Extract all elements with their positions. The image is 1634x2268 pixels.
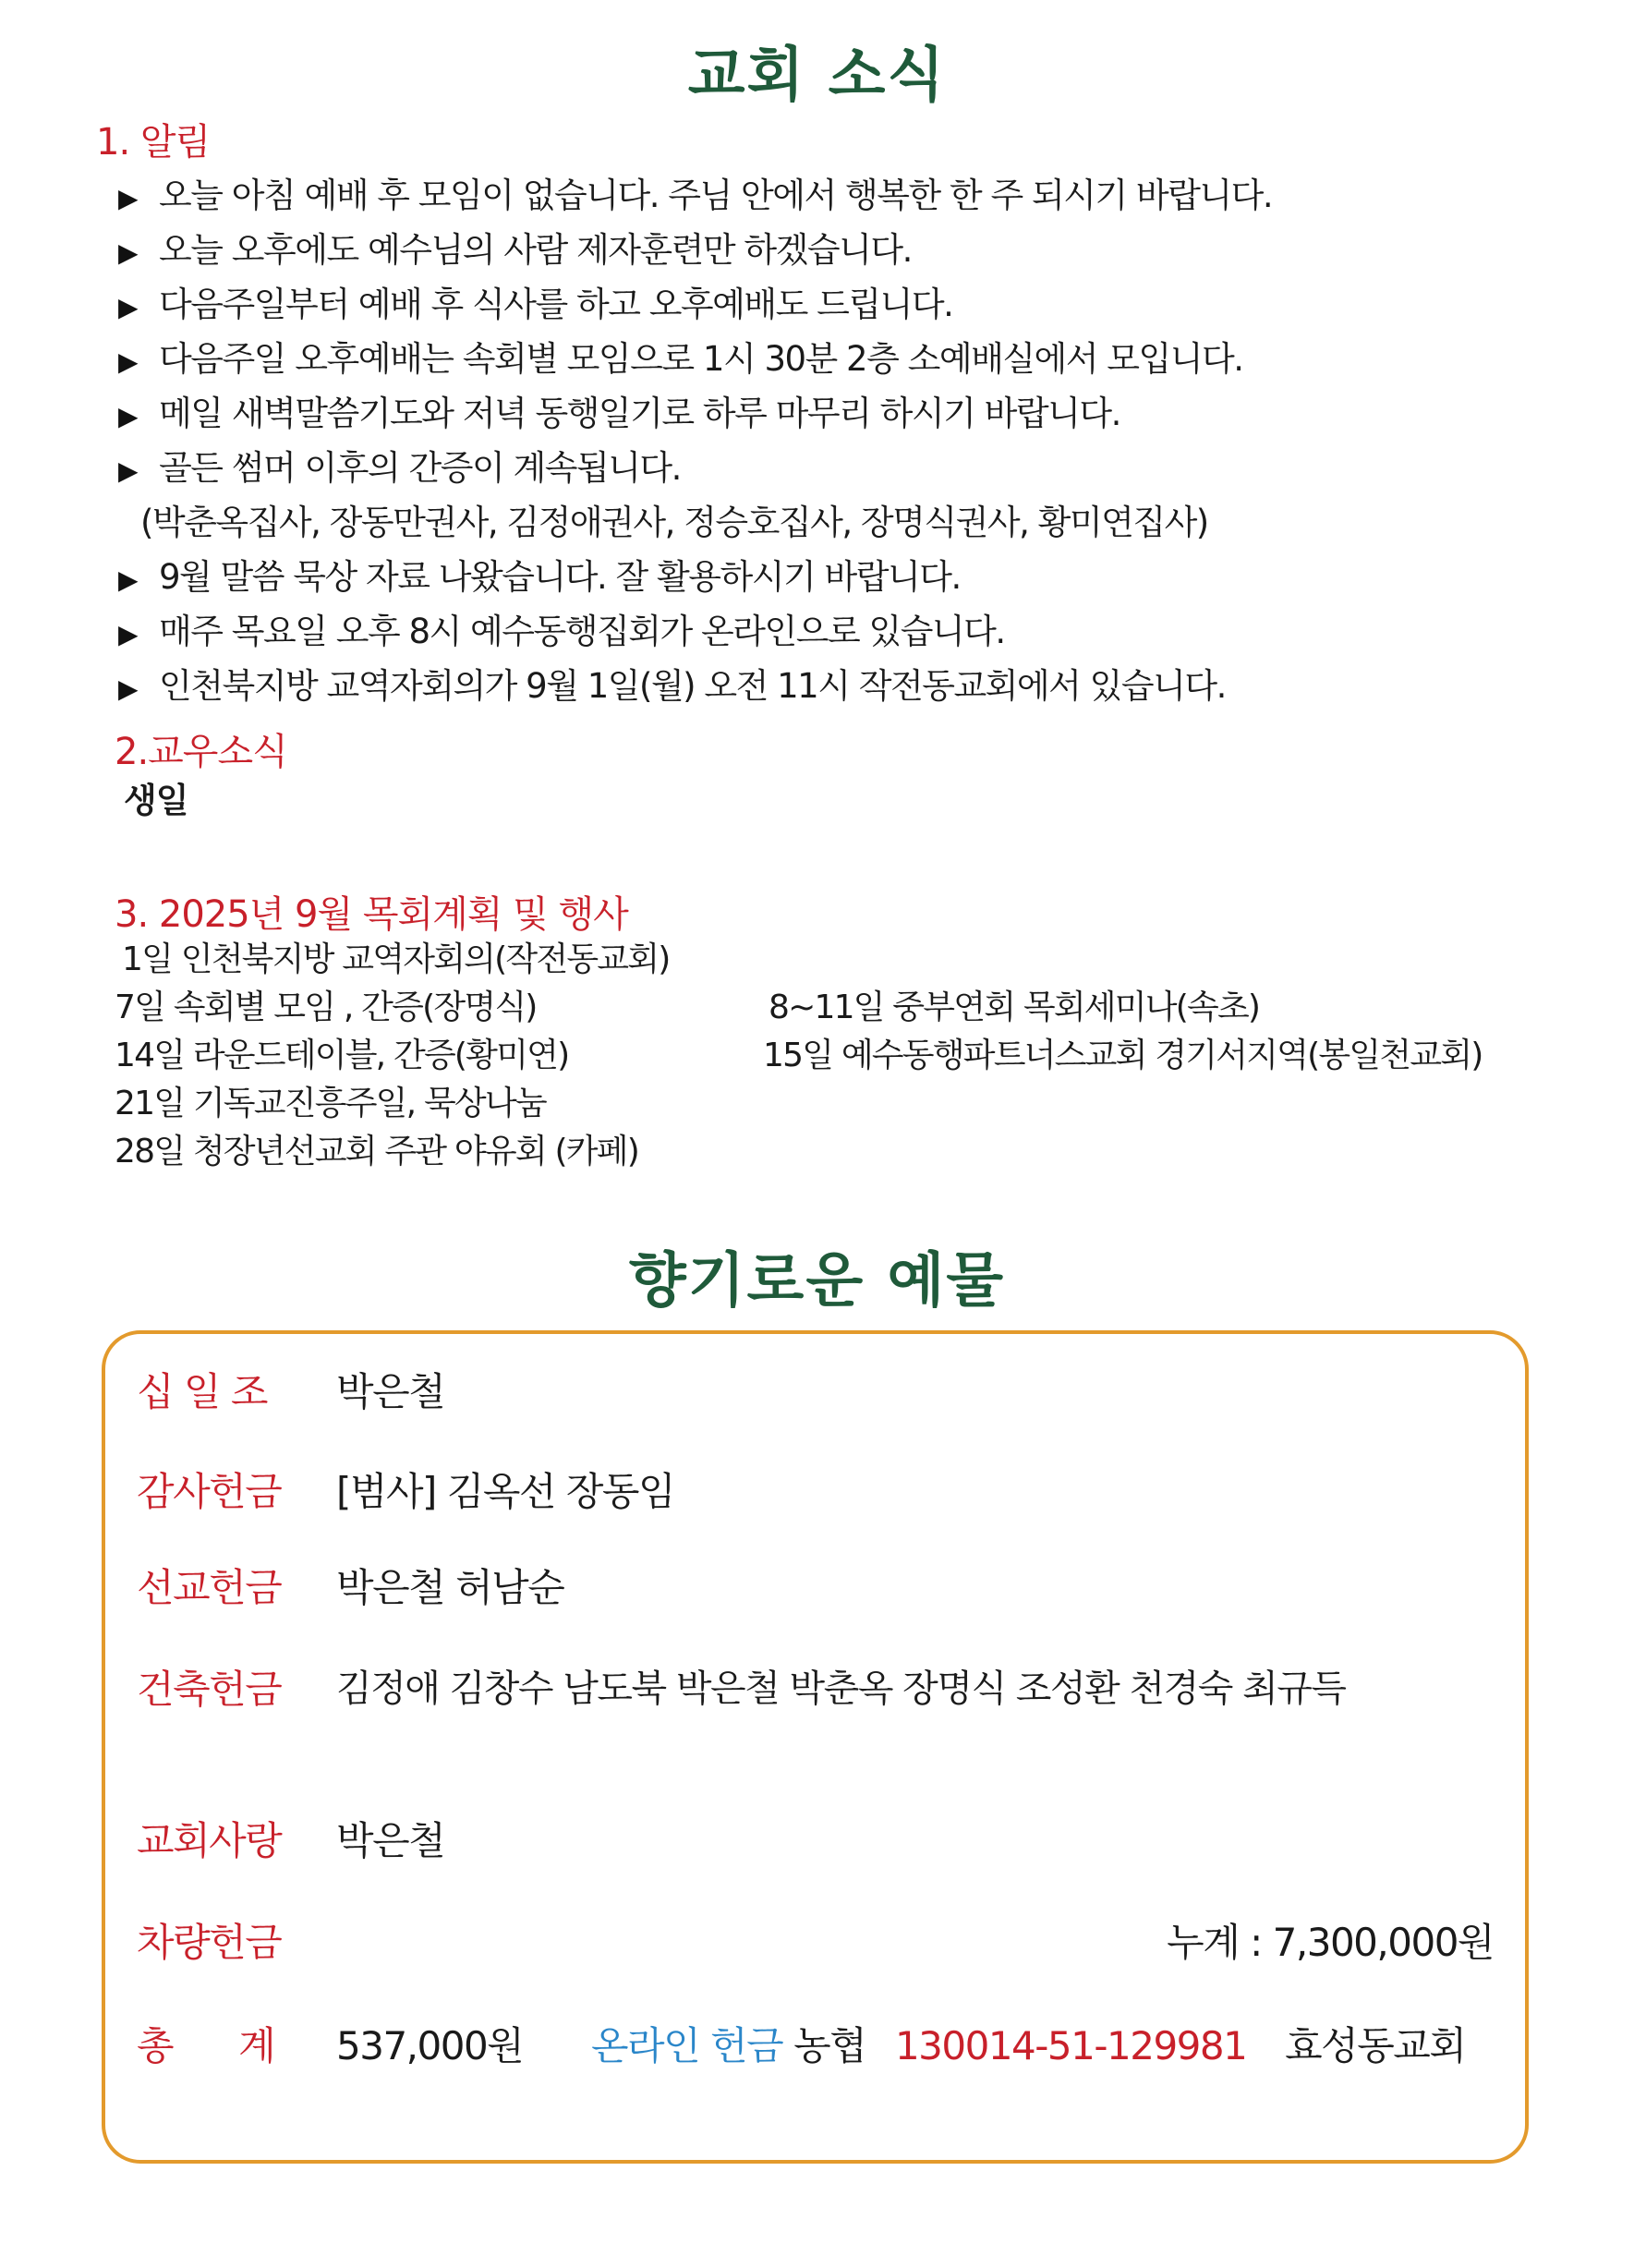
account-holder: 효성동교회 xyxy=(1285,2023,1466,2068)
announcement-item: ▶ 인천북지방 교역자회의가 9월 1일(월) 오전 11시 작전동교회에서 있습니다. xyxy=(118,662,1272,717)
announcement-item: ▶ 매주 목요일 오후 8시 예수동행집회가 온라인으로 있습니다. xyxy=(118,608,1272,662)
arrow-bullet-icon: ▶ xyxy=(118,346,138,377)
bank-name: 농협 xyxy=(793,2023,866,2068)
announcement-item: ▶ 다음주일부터 예배 후 식사를 하고 오후예배도 드립니다. xyxy=(118,281,1272,335)
announcements-heading: 1. 알림 xyxy=(96,121,211,164)
offering-label: 총 계 xyxy=(137,2023,275,2068)
announcement-item: ▶ 골든 썸머 이후의 간증이 계속됩니다. xyxy=(118,444,1272,499)
arrow-bullet-icon: ▶ xyxy=(118,455,138,486)
arrow-bullet-icon: ▶ xyxy=(118,401,138,431)
arrow-bullet-icon: ▶ xyxy=(118,564,138,595)
account-number: 130014-51-129981 xyxy=(894,2023,1247,2068)
offering-box xyxy=(102,1330,1529,2164)
plan-line: 14일 라운드테이블, 간증(황미연) xyxy=(115,1037,569,1074)
offering-label: 감사헌금 xyxy=(137,1469,282,1514)
total-amount: 537,000원 xyxy=(336,2023,524,2068)
birthday-label: 생일 xyxy=(124,781,188,820)
online-offering-label: 온라인 헌금 xyxy=(590,2023,783,2068)
plan-line: 28일 청장년선교회 주관 야유회 (카페) xyxy=(115,1133,638,1170)
arrow-bullet-icon: ▶ xyxy=(118,619,138,649)
september-plan-heading: 3. 2025년 9월 목회계획 및 행사 xyxy=(115,893,628,936)
offering-title: 향기로운 예물 xyxy=(628,1247,1006,1316)
announcement-subline: (박춘옥집사, 장동만권사, 김정애권사, 정승호집사, 장명식권사, 황미연집사) xyxy=(140,503,1208,542)
members-news-heading: 2.교우소식 xyxy=(115,731,287,773)
plan-line: 8~11일 중부연회 목회세미나(속초) xyxy=(769,988,1260,1026)
total-line xyxy=(336,2016,1465,2071)
arrow-bullet-icon: ▶ xyxy=(118,673,138,704)
announcement-item: ▶ 메일 새벽말씀기도와 저녁 동행일기로 하루 마무리 하시기 바랍니다. xyxy=(118,390,1272,444)
announcement-list xyxy=(118,172,1272,717)
announcement-item: ▶ 9월 말씀 묵상 자료 나왔습니다. 잘 활용하시기 바랍니다. xyxy=(118,553,1272,608)
offering-label: 차량헌금 xyxy=(137,1920,282,1965)
offering-names: [범사] 김옥선 장동임 xyxy=(336,1469,675,1514)
plan-line: 21일 기독교진흥주일, 묵상나눔 xyxy=(115,1085,546,1122)
announcement-item: ▶ 다음주일 오후예배는 속회별 모임으로 1시 30분 2층 소예배실에서 모입니다. xyxy=(118,335,1272,390)
arrow-bullet-icon: ▶ xyxy=(118,237,138,268)
announcement-item: ▶ 오늘 아침 예배 후 모임이 없습니다. 주님 안에서 행복한 한 주 되시기 바랍니다. xyxy=(118,172,1272,226)
news-title: 교회 소식 xyxy=(687,42,947,110)
arrow-bullet-icon: ▶ xyxy=(118,183,138,213)
offering-label: 십 일 조 xyxy=(137,1369,267,1414)
offering-label: 선교헌금 xyxy=(137,1565,282,1610)
offering-label: 건축헌금 xyxy=(137,1667,282,1712)
offering-names: 김정애 김창수 남도북 박은철 박춘옥 장명식 조성환 천경숙 최규득 xyxy=(336,1668,1346,1710)
plan-line: 15일 예수동행파트너스교회 경기서지역(봉일천교회) xyxy=(763,1037,1483,1074)
offering-label: 교회사랑 xyxy=(137,1818,282,1863)
announcement-item: ▶ 오늘 오후에도 예수님의 사람 제자훈련만 하겠습니다. xyxy=(118,226,1272,281)
offering-names: 박은철 허남순 xyxy=(336,1565,564,1610)
plan-line: 7일 속회별 모임 , 간증(장명식) xyxy=(115,988,537,1026)
offering-names: 박은철 xyxy=(336,1369,445,1414)
cumulative-total: 누계 : 7,300,000원 xyxy=(1167,1920,1494,1965)
arrow-bullet-icon: ▶ xyxy=(118,292,138,322)
plan-line: 1일 인천북지방 교역자회의(작전동교회) xyxy=(122,940,670,978)
offering-names: 박은철 xyxy=(336,1818,445,1863)
